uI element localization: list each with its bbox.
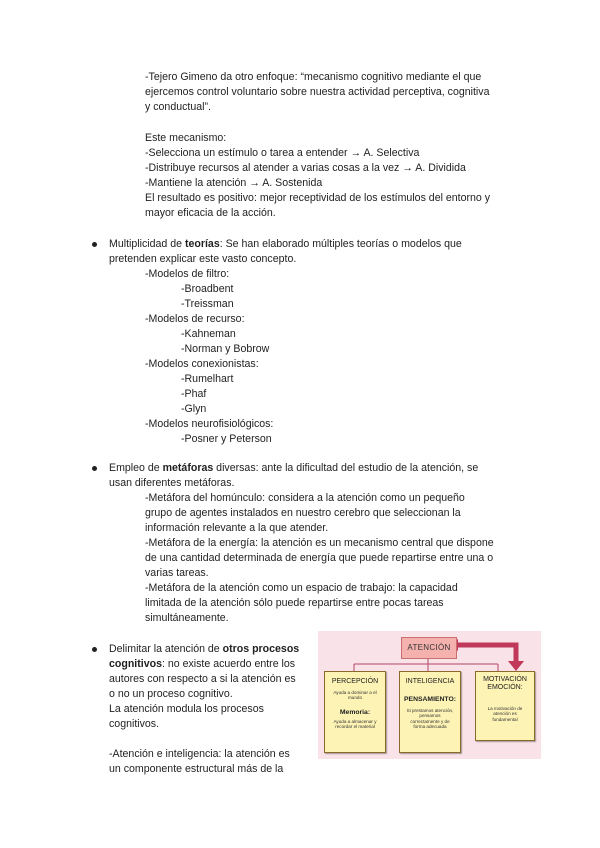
mechanism-paragraph [145,131,490,221]
theories-prefix: Multiplicidad de [109,238,185,250]
bullet-theories [92,242,97,247]
intro-line-3: y conductual”. [145,101,211,113]
motivation-title: MOTIVACIÓN EMOCIÓN: [483,676,527,691]
model-resource-label: -Modelos de recurso: [145,313,245,325]
metaphor-line: de una cantidad determinada de energía que puede repartirse entre una o [145,552,494,564]
delimit-line: autores con respecto a si la atención es [109,673,296,685]
metaphors-prefix: Empleo de [109,462,163,474]
theories-bold: teorías [184,238,220,250]
bullet-metaphors [92,466,97,471]
theories-suffix: : Se han elaborado múltiples teorías o modelos que [219,238,462,250]
theories-line-2: pretenden explicar este vasto concepto. [109,253,297,265]
attention-diagram [318,631,541,759]
motivation-box [475,671,535,741]
model-filter-item: -Treissman [181,298,234,310]
memory-title: Memoria: [339,708,371,716]
model-connectionist-item: -Phaf [181,388,207,400]
model-connectionist-label: -Modelos conexionistas: [145,358,259,370]
metaphor-line: información relevante a la que atender. [145,522,329,534]
intro-line-1: -Tejero Gimeno da otro enfoque: “mecanismo cognitivo mediante el que [145,71,482,83]
model-connectionist-item: -Glyn [181,403,207,415]
motivation-text: La motivación de atención es fundamental [487,706,523,722]
metaphor-line: varias tareas. [145,567,209,579]
metaphors-list [145,491,494,626]
perception-text: Ayuda a dominar a el mundo [333,690,377,701]
feedback-arrow [458,645,516,665]
mechanism-line-6: mayor eficacia de la acción. [145,207,276,219]
mechanism-line-4: -Mantiene la atención → A. Sostenida [145,177,323,189]
metaphor-line: limitada de la atención sólo puede repartirse entre pocas tareas [145,597,444,609]
model-connectionist-item: -Rumelhart [181,373,234,385]
delimit-line: o no un proceso cognitivo. [109,688,233,700]
metaphors-suffix: diversas: ante la dificultad del estudio de la atención, se [213,462,479,474]
intro-line-2: ejercemos control voluntario sobre nuestra actividad perceptiva, cognitiva [145,86,490,98]
mechanism-line-1: Este mecanismo: [145,132,227,144]
metaphor-line: -Metáfora del homúnculo: considera a la atención como un pequeño [145,492,465,504]
delimit-tail-line: un componente estructural más de la [109,763,284,775]
perception-box [324,671,386,753]
model-neuro-item: -Posner y Peterson [181,433,272,445]
memory-text: Ayuda a almacenar y recordar el material [333,718,377,730]
intro-paragraph [145,70,489,115]
metaphor-line: -Metáfora de la atención como un espacio de trabajo: la capacidad [145,582,458,594]
model-resource-item: -Norman y Bobrow [181,343,270,355]
delimit-bold-2: cognitivos [109,658,162,670]
delimit-section [109,642,299,777]
metaphors-bold: metáforas [162,462,214,474]
theories-section [109,237,462,267]
delimit-line: La atención modula los procesos [109,703,264,715]
bullet-delimit [92,647,97,652]
metaphor-line: simultáneamente. [145,612,229,624]
theories-models [145,267,273,447]
intelligence-box [399,671,461,753]
metaphors-line-2: usan diferentes metáforas. [109,477,235,489]
feedback-arrowhead [508,661,524,671]
delimit-bold-1: otros procesos [222,643,300,655]
model-resource-item: -Kahneman [181,328,236,340]
model-filter-item: -Broadbent [181,283,234,295]
thinking-text: Si prestamos atención, pensamos correctamente y de forma adecuada [406,708,454,730]
mechanism-line-3: -Distribuye recursos al atender a varias cosas a la vez → A. Dividida [145,162,466,174]
mechanism-line-5: El resultado es positivo: mejor receptividad de los estímulos del entorno y [145,192,491,204]
model-filter-label: -Modelos de filtro: [145,268,230,280]
intelligence-title: INTELIGENCIA [405,678,455,685]
thinking-title: PENSAMIENTO: [404,696,456,703]
delimit-tail-line: -Atención e inteligencia: la atención es [109,748,290,760]
attention-box: ATENCIÓN [401,637,457,659]
delimit-prefix: Delimitar la atención de [109,643,223,655]
model-neuro-label: -Modelos neurofisiológicos: [145,418,274,430]
perception-title: PERCEPCIÓN [331,678,379,685]
delimit-line-2-suffix: : no existe acuerdo entre los [161,658,296,670]
metaphor-line: -Metáfora de la energía: la atención es un mecanismo central que dispone [145,537,494,549]
mechanism-line-2: -Selecciona un estímulo o tarea a entender → A. Selectiva [145,147,420,159]
delimit-line: cognitivos. [109,718,160,730]
metaphor-line: grupo de agentes instalados en nuestro cerebro que seleccionan la [145,507,461,519]
metaphors-section [109,461,478,491]
